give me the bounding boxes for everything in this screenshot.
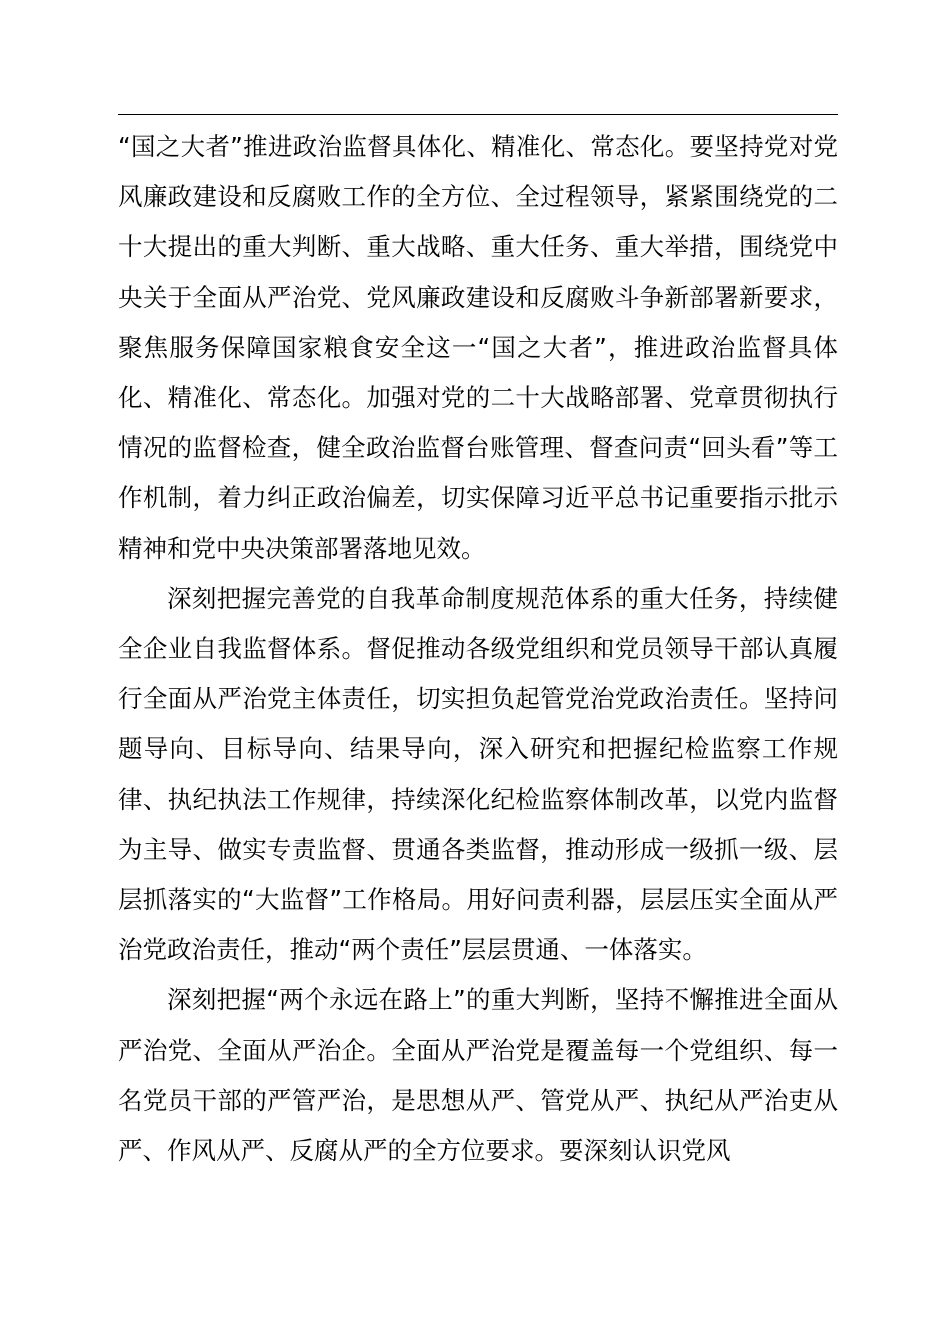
paragraph-two-forever: 深刻把握“两个永远在路上”的重大判断，坚持不懈推进全面从严治党、全面从严治企。全面从严治党是覆盖每一个党组织、每一名党员干部的严管严治，是思想从严、管党从严、执纪从严治吏从严、作风从严、反腐从严的全方位要求。要深刻认识党风 <box>118 985 838 1166</box>
document-body <box>118 122 838 1176</box>
header-rule <box>118 114 838 115</box>
paragraph-self-revolution: 深刻把握完善党的自我革命制度规范体系的重大任务，持续健全企业自我监督体系。督促推动各级党组织和党员领导干部认真履行全面从严治党主体责任，切实担负起管党治党政治责任。坚持问题导向、目标导向、结果导向，深入研究和把握纪检监察工作规律、执纪执法工作规律，持续深化纪检监察体制改革，以党内监督为主导、做实专责监督、贯通各类监督，推动形成一级抓一级、层层抓落实的“大监督”工作格局。用好问责利器，层层压实全面从严治党政治责任，推动“两个责任”层层贯通、一体落实。 <box>118 583 838 965</box>
paragraph-continued: “国之大者”推进政治监督具体化、精准化、常态化。要坚持党对党风廉政建设和反腐败工作的全方位、全过程领导，紧紧围绕党的二十大提出的重大判断、重大战略、重大任务、重大举措，围绕党中央关于全面从严治党、党风廉政建设和反腐败斗争新部署新要求，聚焦服务保障国家粮食安全这一“国之大者”，推进政治监督具体化、精准化、常态化。加强对党的二十大战略部署、党章贯彻执行情况的监督检查，健全政治监督台账管理、督查问责“回头看”等工作机制，着力纠正政治偏差，切实保障习近平总书记重要指示批示精神和党中央决策部署落地见效。 <box>118 132 838 563</box>
